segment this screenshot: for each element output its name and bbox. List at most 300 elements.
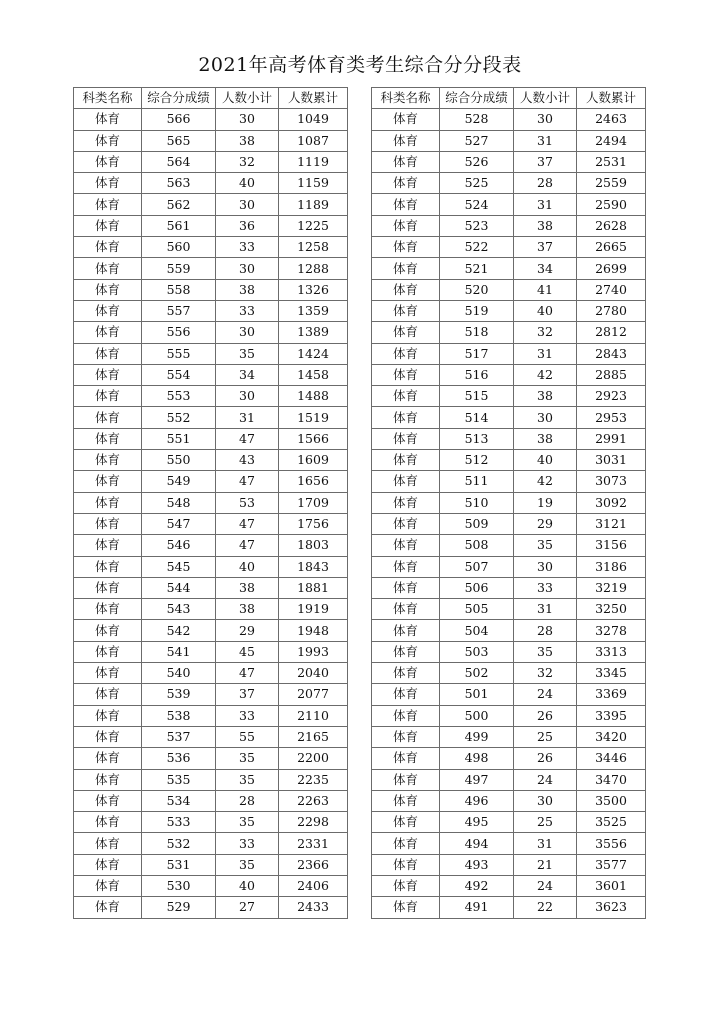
cell-category: 体育 [372, 151, 440, 172]
cell-score: 512 [440, 450, 514, 471]
cell-cumulative: 3092 [577, 492, 646, 513]
table-row [74, 215, 348, 236]
cell-cumulative: 2665 [577, 237, 646, 258]
table-row [372, 364, 646, 385]
cell-category: 体育 [372, 620, 440, 641]
cell-cumulative: 2559 [577, 173, 646, 194]
cell-count: 36 [216, 215, 279, 236]
cell-count: 37 [216, 684, 279, 705]
cell-cumulative: 2531 [577, 151, 646, 172]
table-row [372, 556, 646, 577]
cell-count: 31 [514, 194, 577, 215]
cell-score: 504 [440, 620, 514, 641]
cell-score: 554 [142, 364, 216, 385]
cell-count: 40 [216, 875, 279, 896]
cell-score: 545 [142, 556, 216, 577]
cell-cumulative: 3250 [577, 599, 646, 620]
header-score: 综合分成绩 [142, 88, 216, 109]
cell-category: 体育 [74, 194, 142, 215]
cell-score: 493 [440, 854, 514, 875]
cell-category: 体育 [74, 833, 142, 854]
cell-cumulative: 1119 [279, 151, 348, 172]
cell-cumulative: 2885 [577, 364, 646, 385]
cell-count: 35 [216, 343, 279, 364]
cell-count: 31 [216, 407, 279, 428]
cell-score: 511 [440, 471, 514, 492]
cell-category: 体育 [372, 407, 440, 428]
cell-count: 33 [514, 577, 577, 598]
cell-cumulative: 3420 [577, 726, 646, 747]
cell-category: 体育 [74, 726, 142, 747]
cell-count: 38 [514, 386, 577, 407]
cell-score: 565 [142, 130, 216, 151]
cell-category: 体育 [74, 492, 142, 513]
cell-cumulative: 1843 [279, 556, 348, 577]
cell-score: 538 [142, 705, 216, 726]
cell-category: 体育 [74, 641, 142, 662]
cell-category: 体育 [372, 577, 440, 598]
table-row [372, 513, 646, 534]
cell-score: 514 [440, 407, 514, 428]
cell-count: 33 [216, 237, 279, 258]
cell-category: 体育 [74, 407, 142, 428]
cell-score: 491 [440, 897, 514, 918]
cell-cumulative: 2590 [577, 194, 646, 215]
table-row [74, 343, 348, 364]
cell-category: 体育 [74, 428, 142, 449]
cell-score: 506 [440, 577, 514, 598]
cell-category: 体育 [74, 215, 142, 236]
cell-category: 体育 [74, 812, 142, 833]
table-row [74, 364, 348, 385]
cell-category: 体育 [372, 173, 440, 194]
table-row [74, 748, 348, 769]
cell-count: 35 [216, 812, 279, 833]
table-row [372, 130, 646, 151]
cell-count: 47 [216, 428, 279, 449]
cell-category: 体育 [372, 237, 440, 258]
cell-category: 体育 [372, 513, 440, 534]
table-row [74, 428, 348, 449]
table-row [74, 258, 348, 279]
cell-cumulative: 2263 [279, 790, 348, 811]
cell-score: 543 [142, 599, 216, 620]
cell-count: 41 [514, 279, 577, 300]
cell-count: 29 [514, 513, 577, 534]
header-count: 人数小计 [216, 88, 279, 109]
cell-cumulative: 1948 [279, 620, 348, 641]
cell-score: 539 [142, 684, 216, 705]
cell-category: 体育 [372, 833, 440, 854]
cell-cumulative: 1458 [279, 364, 348, 385]
table-row [74, 769, 348, 790]
cell-score: 561 [142, 215, 216, 236]
cell-count: 35 [514, 641, 577, 662]
cell-category: 体育 [74, 705, 142, 726]
cell-count: 22 [514, 897, 577, 918]
cell-cumulative: 2298 [279, 812, 348, 833]
cell-cumulative: 3556 [577, 833, 646, 854]
cell-cumulative: 1566 [279, 428, 348, 449]
cell-count: 35 [216, 769, 279, 790]
cell-count: 34 [514, 258, 577, 279]
cell-cumulative: 2843 [577, 343, 646, 364]
cell-category: 体育 [372, 812, 440, 833]
table-row [74, 726, 348, 747]
cell-count: 30 [514, 556, 577, 577]
cell-count: 26 [514, 705, 577, 726]
cell-count: 29 [216, 620, 279, 641]
cell-count: 30 [216, 109, 279, 130]
cell-score: 533 [142, 812, 216, 833]
table-row [74, 599, 348, 620]
cell-category: 体育 [74, 279, 142, 300]
table-row [372, 386, 646, 407]
table-header-row [372, 88, 646, 109]
cell-category: 体育 [372, 215, 440, 236]
cell-count: 37 [514, 151, 577, 172]
cell-score: 531 [142, 854, 216, 875]
cell-score: 535 [142, 769, 216, 790]
cell-category: 体育 [372, 109, 440, 130]
cell-cumulative: 2812 [577, 322, 646, 343]
table-row [74, 513, 348, 534]
cell-category: 体育 [372, 599, 440, 620]
cell-count: 30 [216, 322, 279, 343]
cell-category: 体育 [372, 130, 440, 151]
cell-score: 492 [440, 875, 514, 896]
cell-score: 551 [142, 428, 216, 449]
cell-score: 500 [440, 705, 514, 726]
cell-count: 38 [216, 130, 279, 151]
cell-score: 510 [440, 492, 514, 513]
table-row [372, 790, 646, 811]
cell-cumulative: 1359 [279, 300, 348, 321]
cell-cumulative: 3313 [577, 641, 646, 662]
cell-category: 体育 [74, 748, 142, 769]
cell-score: 524 [440, 194, 514, 215]
table-row [74, 237, 348, 258]
cell-score: 553 [142, 386, 216, 407]
table-row [372, 194, 646, 215]
cell-cumulative: 2110 [279, 705, 348, 726]
header-cumulative: 人数累计 [577, 88, 646, 109]
cell-category: 体育 [74, 897, 142, 918]
table-row [74, 173, 348, 194]
cell-category: 体育 [74, 577, 142, 598]
cell-score: 550 [142, 450, 216, 471]
cell-cumulative: 3500 [577, 790, 646, 811]
table-row [372, 705, 646, 726]
cell-category: 体育 [372, 279, 440, 300]
cell-count: 35 [216, 748, 279, 769]
table-row [372, 663, 646, 684]
table-body-right [372, 109, 646, 918]
cell-category: 体育 [74, 854, 142, 875]
cell-cumulative: 1159 [279, 173, 348, 194]
cell-score: 544 [142, 577, 216, 598]
cell-category: 体育 [372, 428, 440, 449]
cell-count: 25 [514, 812, 577, 833]
cell-cumulative: 1881 [279, 577, 348, 598]
cell-cumulative: 2331 [279, 833, 348, 854]
cell-category: 体育 [372, 364, 440, 385]
cell-count: 47 [216, 663, 279, 684]
cell-category: 体育 [74, 130, 142, 151]
cell-cumulative: 3278 [577, 620, 646, 641]
cell-score: 542 [142, 620, 216, 641]
cell-category: 体育 [372, 769, 440, 790]
cell-cumulative: 2366 [279, 854, 348, 875]
cell-category: 体育 [74, 875, 142, 896]
table-row [74, 620, 348, 641]
cell-score: 532 [142, 833, 216, 854]
table-row [372, 833, 646, 854]
cell-count: 40 [216, 556, 279, 577]
cell-category: 体育 [74, 237, 142, 258]
cell-category: 体育 [372, 556, 440, 577]
score-table-right [371, 87, 646, 919]
cell-count: 42 [514, 471, 577, 492]
cell-cumulative: 2433 [279, 897, 348, 918]
cell-cumulative: 3156 [577, 535, 646, 556]
cell-count: 28 [514, 620, 577, 641]
cell-cumulative: 1049 [279, 109, 348, 130]
cell-cumulative: 2628 [577, 215, 646, 236]
cell-category: 体育 [74, 599, 142, 620]
cell-count: 53 [216, 492, 279, 513]
cell-score: 530 [142, 875, 216, 896]
table-row [372, 215, 646, 236]
cell-category: 体育 [372, 322, 440, 343]
cell-score: 536 [142, 748, 216, 769]
cell-category: 体育 [74, 769, 142, 790]
table-row [74, 386, 348, 407]
table-row [74, 663, 348, 684]
cell-category: 体育 [372, 684, 440, 705]
cell-count: 30 [514, 407, 577, 428]
cell-score: 522 [440, 237, 514, 258]
cell-score: 558 [142, 279, 216, 300]
cell-cumulative: 1087 [279, 130, 348, 151]
cell-category: 体育 [74, 471, 142, 492]
cell-category: 体育 [74, 556, 142, 577]
cell-score: 541 [142, 641, 216, 662]
cell-count: 28 [514, 173, 577, 194]
table-body-left [74, 109, 348, 918]
cell-score: 552 [142, 407, 216, 428]
table-row [372, 450, 646, 471]
table-row [372, 875, 646, 896]
cell-score: 518 [440, 322, 514, 343]
table-row [74, 450, 348, 471]
cell-cumulative: 1803 [279, 535, 348, 556]
cell-count: 27 [216, 897, 279, 918]
table-row [372, 343, 646, 364]
cell-score: 505 [440, 599, 514, 620]
cell-category: 体育 [74, 663, 142, 684]
table-row [372, 897, 646, 918]
cell-count: 40 [514, 450, 577, 471]
cell-score: 502 [440, 663, 514, 684]
table-row [74, 535, 348, 556]
table-row [372, 812, 646, 833]
cell-cumulative: 1656 [279, 471, 348, 492]
cell-category: 体育 [74, 258, 142, 279]
cell-category: 体育 [372, 300, 440, 321]
table-row [74, 577, 348, 598]
table-row [74, 492, 348, 513]
cell-category: 体育 [372, 875, 440, 896]
cell-count: 40 [216, 173, 279, 194]
cell-score: 499 [440, 726, 514, 747]
cell-cumulative: 3369 [577, 684, 646, 705]
cell-cumulative: 1225 [279, 215, 348, 236]
table-row [74, 854, 348, 875]
cell-cumulative: 1389 [279, 322, 348, 343]
cell-score: 519 [440, 300, 514, 321]
cell-score: 496 [440, 790, 514, 811]
cell-cumulative: 2923 [577, 386, 646, 407]
cell-cumulative: 3121 [577, 513, 646, 534]
cell-score: 515 [440, 386, 514, 407]
cell-score: 526 [440, 151, 514, 172]
cell-cumulative: 1258 [279, 237, 348, 258]
cell-cumulative: 2235 [279, 769, 348, 790]
cell-cumulative: 1189 [279, 194, 348, 215]
cell-score: 525 [440, 173, 514, 194]
cell-score: 547 [142, 513, 216, 534]
cell-cumulative: 2077 [279, 684, 348, 705]
table-row [74, 322, 348, 343]
cell-count: 31 [514, 833, 577, 854]
table-row [372, 237, 646, 258]
cell-cumulative: 3525 [577, 812, 646, 833]
cell-score: 521 [440, 258, 514, 279]
cell-cumulative: 1424 [279, 343, 348, 364]
cell-category: 体育 [372, 790, 440, 811]
cell-count: 33 [216, 833, 279, 854]
cell-score: 523 [440, 215, 514, 236]
cell-count: 47 [216, 513, 279, 534]
cell-cumulative: 2463 [577, 109, 646, 130]
table-row [372, 407, 646, 428]
cell-cumulative: 3031 [577, 450, 646, 471]
table-header-row [74, 88, 348, 109]
cell-count: 19 [514, 492, 577, 513]
cell-cumulative: 1288 [279, 258, 348, 279]
cell-score: 508 [440, 535, 514, 556]
cell-count: 38 [216, 599, 279, 620]
table-row [372, 726, 646, 747]
table-row [74, 279, 348, 300]
table-row [74, 151, 348, 172]
cell-category: 体育 [372, 705, 440, 726]
table-row [372, 428, 646, 449]
cell-count: 24 [514, 769, 577, 790]
cell-count: 45 [216, 641, 279, 662]
cell-score: 537 [142, 726, 216, 747]
cell-cumulative: 3219 [577, 577, 646, 598]
cell-cumulative: 1993 [279, 641, 348, 662]
cell-count: 32 [514, 322, 577, 343]
cell-category: 体育 [74, 386, 142, 407]
cell-category: 体育 [372, 194, 440, 215]
cell-count: 38 [514, 215, 577, 236]
cell-count: 38 [514, 428, 577, 449]
cell-score: 557 [142, 300, 216, 321]
table-row [372, 577, 646, 598]
table-row [372, 492, 646, 513]
cell-score: 513 [440, 428, 514, 449]
table-row [372, 300, 646, 321]
cell-count: 37 [514, 237, 577, 258]
cell-score: 540 [142, 663, 216, 684]
table-row [372, 471, 646, 492]
table-row [372, 151, 646, 172]
page-title: 2021年高考体育类考生综合分分段表 [198, 54, 522, 76]
cell-cumulative: 3601 [577, 875, 646, 896]
cell-score: 559 [142, 258, 216, 279]
cell-score: 528 [440, 109, 514, 130]
cell-score: 556 [142, 322, 216, 343]
cell-score: 501 [440, 684, 514, 705]
table-row [372, 748, 646, 769]
cell-score: 564 [142, 151, 216, 172]
cell-cumulative: 2740 [577, 279, 646, 300]
cell-category: 体育 [74, 109, 142, 130]
cell-count: 33 [216, 300, 279, 321]
cell-score: 555 [142, 343, 216, 364]
cell-category: 体育 [74, 151, 142, 172]
cell-cumulative: 3395 [577, 705, 646, 726]
cell-score: 497 [440, 769, 514, 790]
cell-category: 体育 [74, 322, 142, 343]
cell-score: 563 [142, 173, 216, 194]
cell-count: 55 [216, 726, 279, 747]
cell-score: 548 [142, 492, 216, 513]
cell-count: 30 [514, 109, 577, 130]
cell-category: 体育 [372, 450, 440, 471]
cell-score: 566 [142, 109, 216, 130]
cell-cumulative: 2406 [279, 875, 348, 896]
cell-score: 534 [142, 790, 216, 811]
cell-score: 498 [440, 748, 514, 769]
table-row [74, 471, 348, 492]
cell-cumulative: 1326 [279, 279, 348, 300]
cell-category: 体育 [74, 343, 142, 364]
cell-score: 560 [142, 237, 216, 258]
cell-category: 体育 [372, 897, 440, 918]
cell-cumulative: 2200 [279, 748, 348, 769]
table-row [74, 897, 348, 918]
cell-cumulative: 2699 [577, 258, 646, 279]
cell-category: 体育 [74, 620, 142, 641]
cell-count: 38 [216, 279, 279, 300]
cell-score: 516 [440, 364, 514, 385]
cell-count: 31 [514, 599, 577, 620]
cell-category: 体育 [372, 492, 440, 513]
cell-count: 30 [216, 258, 279, 279]
header-count: 人数小计 [514, 88, 577, 109]
table-row [372, 322, 646, 343]
table-row [372, 258, 646, 279]
cell-category: 体育 [372, 663, 440, 684]
table-row [74, 300, 348, 321]
cell-cumulative: 1609 [279, 450, 348, 471]
table-row [372, 109, 646, 130]
cell-cumulative: 3345 [577, 663, 646, 684]
